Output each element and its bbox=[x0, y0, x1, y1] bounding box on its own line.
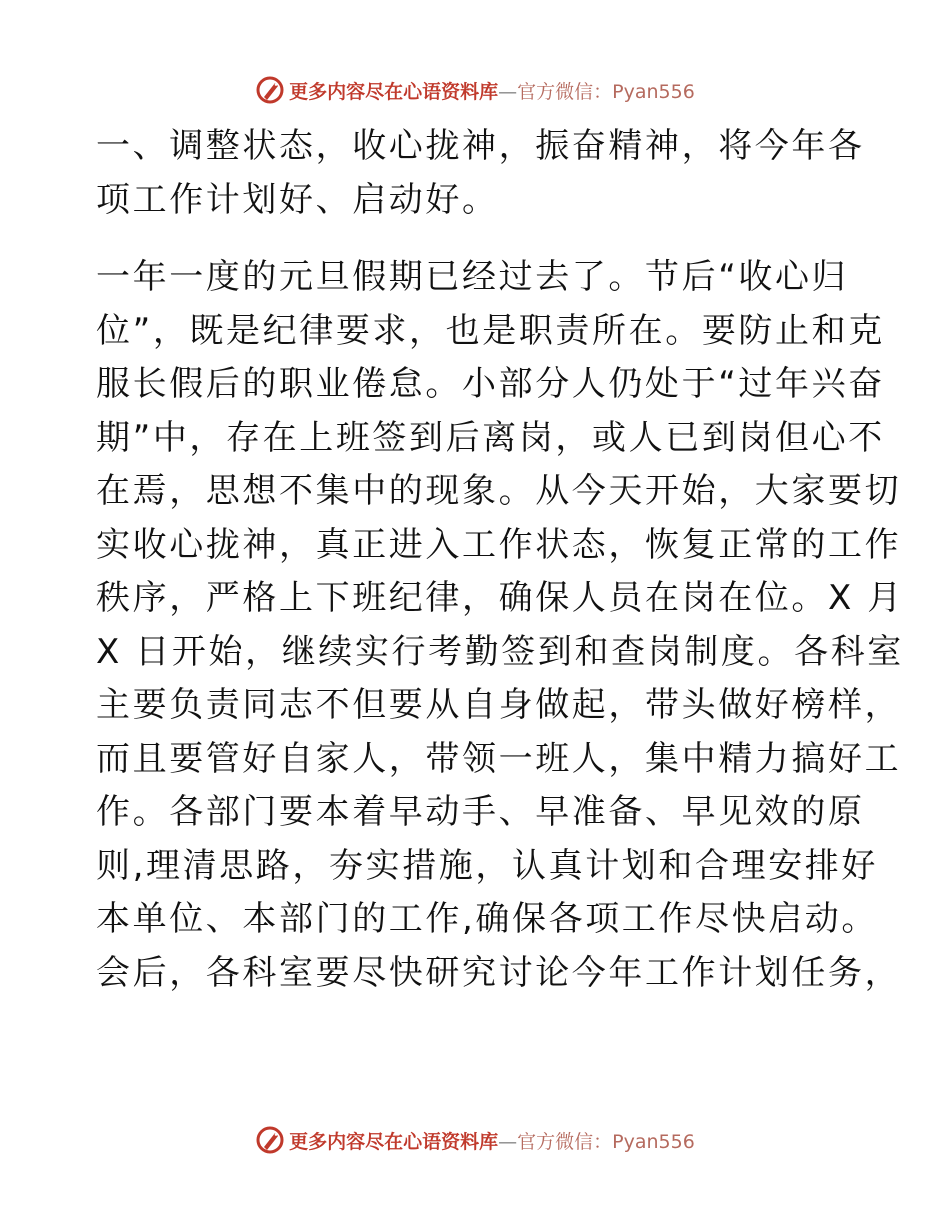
paragraph-line: 实收心拢神，真正进入工作状态，恢复正常的工作 bbox=[96, 524, 902, 565]
header-banner bbox=[0, 70, 950, 110]
paragraph-line: 期”中，存在上班签到后离岗，或人已到岗但心不 bbox=[96, 417, 885, 458]
banner-text bbox=[289, 1127, 695, 1154]
paragraph-line: 则,理清思路，夯实措施，认真计划和合理安排好 bbox=[96, 845, 879, 886]
pen-nib-logo-icon bbox=[255, 1125, 285, 1155]
banner-text bbox=[289, 77, 695, 104]
paragraph-line: 位”，既是纪律要求，也是职责所在。要防止和克 bbox=[96, 310, 885, 351]
pen-nib-logo-icon bbox=[255, 75, 285, 105]
banner-brand: 更多内容尽在心语资料库 bbox=[289, 1130, 499, 1153]
paragraph-line: 秩序，严格上下班纪律，确保人员在岗在位。X 月 bbox=[96, 578, 904, 618]
paragraph-line: 在焉，思想不集中的现象。从今天开始，大家要切 bbox=[96, 471, 902, 511]
paragraph-line: 主要负责同志不但要从自身做起，带头做好榜样， bbox=[96, 685, 902, 725]
banner-wechat: 官方微信：Pyan556 bbox=[517, 80, 695, 103]
paragraph-line: 会后，各科室要尽快研究讨论今年工作计划任务， bbox=[96, 952, 902, 993]
paragraph-line: 本单位、本部门的工作,确保各项工作尽快启动。 bbox=[96, 899, 879, 939]
banner-separator: — bbox=[498, 1130, 518, 1153]
paragraph-line: 一年一度的元旦假期已经过去了。节后“收心归 bbox=[96, 257, 849, 297]
banner-separator: — bbox=[498, 80, 518, 103]
paragraph-line: 作。各部门要本着早动手、早准备、早见效的原 bbox=[96, 792, 865, 832]
body-paragraph bbox=[96, 251, 904, 1000]
banner-brand: 更多内容尽在心语资料库 bbox=[289, 80, 499, 103]
banner-wechat: 官方微信：Pyan556 bbox=[517, 1130, 695, 1153]
document-body bbox=[96, 120, 904, 1000]
paragraph-line: X 日开始，继续实行考勤签到和查岗制度。各科室 bbox=[96, 631, 904, 672]
footer-banner bbox=[0, 1120, 950, 1160]
paragraph-line: 服长假后的职业倦怠。小部分人仍处于“过年兴奋 bbox=[96, 364, 885, 404]
paragraph-line: 而且要管好自家人，带领一班人，集中精力搞好工 bbox=[96, 738, 902, 779]
heading-line: 项工作计划好、启动好。 bbox=[96, 179, 499, 220]
section-heading bbox=[96, 120, 865, 227]
heading-line: 一、调整状态，收心拢神，振奋精神，将今年各 bbox=[96, 126, 865, 166]
